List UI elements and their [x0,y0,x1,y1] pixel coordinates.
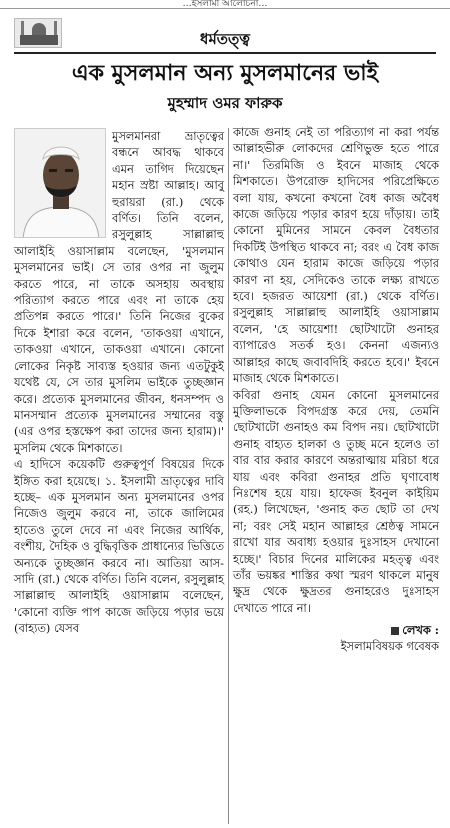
author-footer [233,622,439,654]
author-label: লেখক : [402,623,439,638]
article-headline: এক মুসলমান অন্য মুসলমানের ভাই [71,60,379,86]
article-column-right [233,124,439,654]
author-description: ইসলামবিষয়ক গবেষক [340,639,439,654]
left-paragraph-1: মুসলমানরা ভ্রাতৃত্বের বন্ধনে আবদ্ধ থাকবে এমন তাগিদ দিয়েছেন মহান স্রষ্টা আল্লাহ। আবু হুরায়রা (রা.) থেকে বর্ণিত। তিনি বলেন, রসুলুল্লাহ সাল্লাল্লাহু আলাইহি ওয়াসাল্লাম বলেছেন, 'মুসলমান মুসলমানের ভাই। সে তার ওপর না জুলুম করতে পারে, না তাকে অসহায় অবস্থায় পরিত্যাগ করতে পারে এবং না তাকে হেয় প্রতিপন্ন করতে পারে।' তিনি নিজের বুকের দিকে ইশারা করে বলেন, 'তাকওয়া এখানে, তাকওয়া এখানে, তাকওয়া এখানে। কোনো লোকের নিকৃষ্ট সাব্যস্ত হওয়ার জন্য এতটুকুই যথেষ্ট যে, সে তার মুসলিম ভাইকে তুচ্ছজ্ঞান করে। প্রত্যেক মুসলমানের জীবন, ধনসম্পদ ও মানসম্মান প্রত্যেক মুসলমানের সম্মানের বস্তু (এর ওপর হস্তক্ষেপ করা তাদের জন্য হারাম)।' মুসলিম থেকে মিশকাতে। [14,129,224,455]
header-rule [14,52,436,54]
right-paragraph-2: কবিরা গুনাহ যেমন কোনো মুসলমানের মুক্তিলাভকে বিপদগ্রস্ত করে দেয়, তেমনি ছোটখাটো গুনাহও কম বিপদ নয়। ছোটখাটো গুনাহ বাহ্যত হালকা ও তুচ্ছ মনে হলেও তা বার বার করার কারণে অন্তরাত্মায় মরিচা ধরে যায় এবং কবিরা গুনাহর প্রতি ঘৃণাবোধ নিঃশেষ হয়ে যায়। হাফেজ ইবনুল কাইয়িম (রহ.) লিখেছেন, 'গুনাহ কত ছোট তা দেখ না; বরং সেই মহান আল্লাহর শ্রেষ্ঠত্ব সামনে রাখো যার অবাধ্য হওয়ার দুঃসাহস দেখানো হচ্ছে।' বিচার দিনের মালিকের মহত্ত্ব এবং তাঁর ভয়ঙ্কর শাস্তির কথা স্মরণ থাকলে মানুষ ক্ষুদ্র থেকে ক্ষুদ্রতর গুনাহরেও দুঃসাহস দেখাতে পারে না। [233,387,439,615]
top-strip: …ইসলামী আলোচনা… [182,0,268,8]
right-paragraph-1: কাজে গুনাহ নেই তা পরিত্যাগ না করা পর্যন্ত আল্লাহভীরু লোকদের শ্রেণিভুক্ত হতে পারে না।' তিরমিজি ও ইবনে মাজাহ থেকে মিশকাতে। উপরোক্ত হাদিসের পরিপ্রেক্ষিতে বলা যায়, কখনো কখনো বৈধ কাজ অবৈধ কাজে জড়িয়ে পড়ার কারণ হয়ে দাঁড়ায়। তাই কোনো মুমিনের সামনে কেবল বৈধতার দিকটিই উপস্থিত থাকবে না; বরং এ বৈধ কাজ কোথাও যেন হারাম কাজে জড়িয়ে পড়ার কারণ না হয়, সেদিকেও তাকে লক্ষ্য রাখতে হবে। হজরত আয়েশা (রা.) থেকে বর্ণিত। রসুলুল্লাহ সাল্লাল্লাহু আলাইহি ওয়াসাল্লাম বলেন, 'হে আয়েশা! ছোটখাটো গুনাহর ব্যাপারেও সতর্ক হও। কেননা এজন্যও আল্লাহর কাছে জবাবদিহি করতে হবে।' ইবনে মাজাহ থেকে মিশকাতে। [233,125,439,386]
author-photo [14,128,106,238]
left-paragraph-2: এ হাদিসে কয়েকটি গুরুত্বপূর্ণ বিষয়ের দিকে ইঙ্গিত করা হয়েছে। ১. ইসলামী ভ্রাতৃত্বের দাবি হচ্ছে– এক মুসলমান অন্য মুসলমানের ওপর নিজেও জুলুম করবে না, তাকে জালিমের হাতেও তুলে দেবে না এবং নিজের আর্থিক, বংশীয়, দৈহিক ও বুদ্ধিবৃত্তিক প্রাধান্যের ভিত্তিতে অন্যকে তুচ্ছজ্ঞান করবে না। আতিয়া আস-সাদি (রা.) থেকে বর্ণিত। তিনি বলেন, রসুলুল্লাহ সাল্লাল্লাহু আলাইহি ওয়াসাল্লাম বলেছেন, 'কোনো ব্যক্তি পাপ কাজে জড়িয়ে পড়ার ভয়ে (বাহ্যত) যেসব [14,457,224,636]
article-byline: মুহম্মাদ ওমর ফারুক [167,94,283,112]
column-divider [228,128,229,824]
article-column-left [14,128,224,637]
top-rule [0,8,450,9]
square-bullet-icon [391,627,399,635]
section-title: ধর্মতত্ত্ব [200,30,250,48]
section-header [0,10,450,50]
